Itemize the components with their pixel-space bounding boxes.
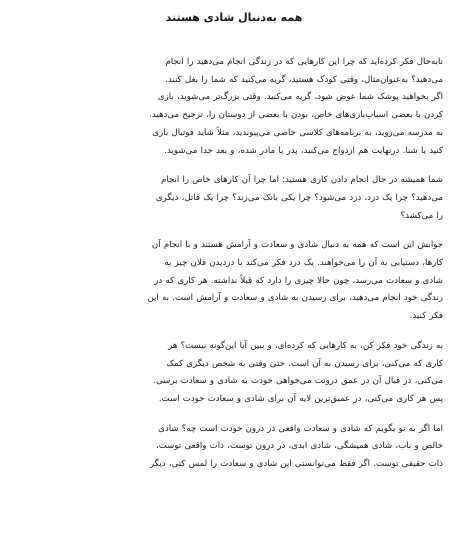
text-line: تابه‌حال فکر کرده‌اید که چرا این کارهایی که در زندگی انجام می‌دهید را انجام bbox=[165, 57, 443, 67]
document-body bbox=[25, 54, 443, 474]
text-line: می‌دهید؟ چرا یک دزد، دزد می‌شود؟ چرا یکی بانک می‌زند؟ چرا یک قاتل، دیگری bbox=[155, 192, 443, 203]
text-line: کنید یا شنا. درنهایت هم ازدواج می‌کنید، پدر یا مادر شده، و بعد جدا می‌شوید. bbox=[164, 145, 443, 156]
text-line: پس هر کاری می‌کنی، در عمیق‌ترین لایه آن برای شادی و سعادت خودت است. bbox=[158, 393, 443, 404]
text-line: اما اگر به تو بگویم که شادی و سعادت واقعی در درون خودت است چه؟ شادی bbox=[158, 423, 443, 434]
text-line: می‌کنی، در قبال آن در عمق درونت می‌خواهی خودت به شادی و سعادت برسی. bbox=[153, 376, 443, 387]
text-line: کاری که می‌کنی، برای رسیدن به آن است. حتی وقتی به شخص دیگری کمک bbox=[166, 358, 443, 369]
text-line: خالص و ناب، شادی همیشگی، شادی ابدی، در درون توست، ذات واقعی توست، bbox=[155, 441, 443, 452]
paragraph bbox=[25, 54, 443, 160]
text-line: کردن با بعضی اسباب‌بازی‌های خاص، بودن با بعضی از دوستان را، ترجیح می‌دهید. bbox=[149, 110, 443, 121]
text-line: ذات حقیقی توست. اگر فقط می‌توانستی این شادی و سعادت را لمس کنی، دیگر bbox=[149, 459, 443, 470]
paragraph bbox=[25, 237, 443, 326]
text-line: اگر بخواهید پوشک شما عوض شود، گریه می‌کنید. وقتی بزرگ‌تر می‌شوید، بازی bbox=[157, 92, 443, 103]
text-line: شما همیشه در حال انجام دادن کاری هستید؛ اما چرا آن کارهای خاص را انجام bbox=[161, 175, 443, 186]
text-line: می‌دهید؟ به‌عنوان‌مثال، وقتی کودک هستید، گریه می‌کنید که شما را بغل کنند. bbox=[165, 74, 443, 85]
text-line: را می‌کشد؟ bbox=[400, 210, 443, 221]
document-title: همه به‌دنبال شادی هستند bbox=[165, 11, 303, 24]
text-line: فکر کنید. bbox=[409, 311, 443, 322]
paragraph bbox=[25, 172, 443, 225]
text-line: جوابش این است که همه به دنبال شادی و سعادت و آرامش هستند و با انجام آن bbox=[151, 240, 443, 251]
text-line: به زندگی خود فکر کن، به کارهایی که کرده‌ای، و ببین آیا این‌گونه نیست؟ هر bbox=[168, 340, 443, 351]
text-line: به مدرسه می‌روید، به برنامه‌های کلاسی خاصی می‌پیوندید، مثلاً شاید فوتبال بازی bbox=[152, 127, 443, 138]
text-line: زندگی خود انجام می‌دهید، برای رسیدن به شادی و سعادت و آرامش است. به این bbox=[147, 293, 443, 304]
text-line: کارها، دستیابی به آن را می‌خواهند. یک دزد فکر می‌کند با دزدیدن فلان چیز به bbox=[164, 258, 443, 269]
paragraph bbox=[25, 421, 443, 474]
text-line: شادی و سعادت می‌رسد، چون حالا چیزی را دارد که قبلاً نداشته. هر کاری که در bbox=[154, 275, 443, 286]
paragraph bbox=[25, 338, 443, 409]
